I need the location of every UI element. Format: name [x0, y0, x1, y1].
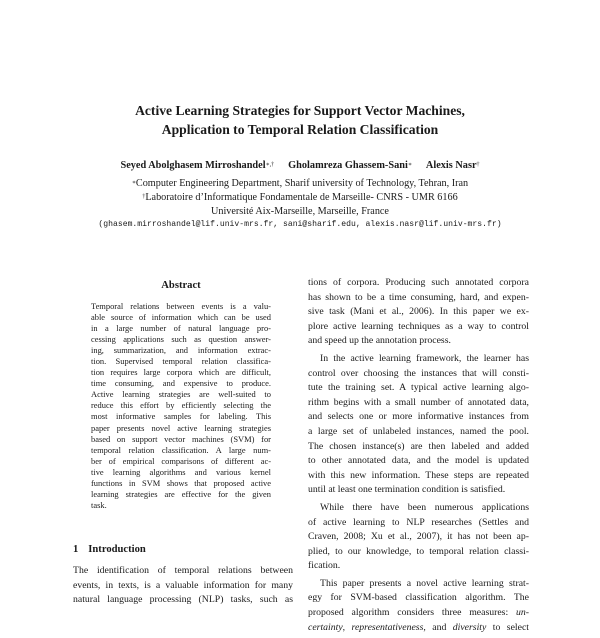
section-heading-introduction [73, 543, 146, 556]
paragraph-line: and selects one or more informative instances from [308, 411, 529, 423]
abstract-line: paper presents novel active learning strategies [91, 422, 271, 433]
affiliation-text: Université Aix-Marseille, Marseille, France [211, 206, 389, 217]
paragraph-line: certainty, representativeness, and diversity to select [308, 621, 529, 633]
title-line-1: Active Learning Strategies for Support Vector Machines, [135, 103, 465, 118]
paragraph-line: to other annotated data, and the model is updated [308, 455, 529, 467]
paragraph-line: with this new information. These steps are repeated [308, 469, 529, 481]
abstract-line: able source of information which can be used [91, 312, 271, 323]
paragraph-line: plied, to our knowledge, to temporal relation classi- [308, 545, 529, 557]
abstract-body [91, 301, 271, 511]
abstract-line: tion requires large corpora which are difficult, [91, 367, 271, 378]
intro-line: events, in texts, is a valuable information for many [73, 579, 293, 591]
author-name: Gholamreza Ghassem-Sani [288, 160, 408, 171]
author-emails: (ghasem.mirroshandel@lif.univ-mrs.fr, sani@sharif.edu, alexis.nasr@lif.univ-mrs.fr) [98, 220, 502, 229]
paragraph-line: The chosen instance(s) are then labeled and added [308, 440, 529, 452]
abstract-line: tion. Supervised temporal relation classifica- [91, 356, 271, 367]
paragraph-line: has shown to be a time consuming, hard, and expen- [308, 291, 529, 303]
author-1 [120, 160, 274, 171]
paragraph-line: This paper presents a novel active learning strat- [320, 577, 529, 589]
paragraph-line: of active learning to NLP researches (Settles and [308, 516, 529, 528]
intro-line: natural language processing (NLP) tasks, such as [73, 594, 293, 606]
abstract-line: based on support vector machines (SVM) for [91, 433, 271, 444]
author-2 [288, 160, 412, 171]
abstract-line: in a large number of natural language pro- [91, 323, 271, 334]
paragraph-line: egy for SVM-based classification algorithm. The [308, 592, 529, 604]
paragraph-line: tions of corpora. Producing such annotated corpora [308, 277, 529, 288]
paragraph-line: and speed up the annotation process. [308, 335, 451, 347]
abstract-line: Temporal relations between events is a valu- [91, 301, 271, 311]
paragraph-line: In the active learning framework, the learner has [320, 352, 529, 364]
abstract-line: cessing applications such as question answer- [91, 334, 271, 345]
paragraph-line: plore active learning techniques as a way to control [308, 320, 529, 332]
author-mark: ∗ [407, 162, 412, 168]
affiliation-3 [0, 205, 600, 218]
affiliation-1 [0, 177, 600, 190]
paragraph [308, 352, 529, 498]
paragraph-line: rithm begins with a small number of annotated data, [308, 396, 529, 408]
paragraph-line: a large set of unlabeled instances, named the pool. [308, 425, 529, 437]
intro-line: The identification of temporal relations between [73, 565, 293, 576]
abstract-line: temporal relation classification. A large num- [91, 444, 271, 455]
affiliation-text: Laboratoire d’Informatique Fondamentale de Marseille- CNRS - UMR 6166 [145, 192, 458, 203]
title-line-2: Application to Temporal Relation Classification [161, 122, 439, 137]
affiliation-text: Computer Engineering Department, Sharif university of Technology, Tehran, Iran [135, 178, 469, 189]
abstract-line: tive learning algorithms and various kernel [91, 466, 271, 477]
paper-title [0, 101, 600, 139]
section-title: Introduction [88, 544, 146, 555]
affiliation-mark: † [142, 194, 146, 200]
affiliation-2 [0, 191, 600, 204]
author-mark: † [476, 162, 480, 168]
abstract-line: ber of empirical comparisons of different ac- [91, 455, 271, 466]
author-name: Seyed Abolghasem Mirroshandel [120, 160, 266, 171]
abstract-line: ing, summarization, and information extrac- [91, 345, 271, 356]
abstract-line: task. [91, 499, 107, 510]
author-name: Alexis Nasr [425, 160, 477, 171]
abstract-line: functions in SVM shows that proposed active [91, 477, 271, 488]
abstract-line: Active learning strategies are well-suited to [91, 389, 271, 400]
abstract-line: most informative samples for labeling. This [91, 411, 271, 422]
paragraph-line: control over choosing the instances that will consti- [308, 367, 529, 379]
paragraph-line: sive task (Mani et al., 2006). In this paper we ex- [308, 306, 529, 318]
abstract-line: time consuming, and expensive to produce. [91, 378, 271, 389]
paragraph-line: tute the training set. A typical active learning algo- [308, 382, 529, 394]
paragraph-line: fication. [308, 560, 341, 572]
section-number: 1 [73, 544, 79, 555]
introduction-right-column [308, 276, 529, 638]
paragraph [308, 501, 529, 574]
abstract-heading: Abstract [161, 280, 201, 291]
paragraph-line: proposed algorithm considers three measures: un- [308, 607, 529, 619]
paragraph [308, 577, 529, 635]
paragraph [308, 276, 529, 349]
affiliation-mark: ∗ [131, 180, 136, 186]
paragraph-line: Craven, 2008; Xu et al., 2007), it has not been ap- [308, 531, 529, 543]
paragraph-line: until at least one termination condition is satisfied. [308, 484, 506, 496]
author-mark: ∗,† [265, 162, 275, 168]
paragraph-line: While there have been numerous applications [320, 501, 529, 513]
abstract-line: reduce this effort by efficiently selecting the [91, 400, 271, 411]
introduction-left-column [73, 564, 293, 608]
abstract-line: learning strategies are effective for the given [91, 488, 271, 499]
author-list [0, 159, 600, 173]
author-3 [426, 160, 480, 171]
